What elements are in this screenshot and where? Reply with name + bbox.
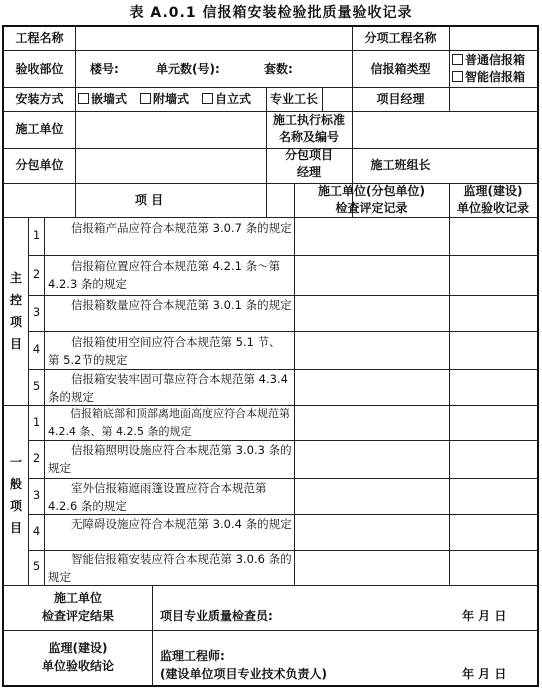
- inspector-date: 年 月 日: [462, 609, 507, 623]
- general-item-text: 室外信报箱遮雨篷设置应符合本规范第 4.2.6 条的规定: [48, 481, 267, 513]
- mailbox-type-label: 信报箱类型: [370, 62, 431, 76]
- foreman-label: 专业工长: [269, 92, 318, 106]
- install-option-standing[interactable]: [202, 92, 251, 107]
- general-item-text: 信报箱底部和顶部离地面高度应符合本规范第 4.2.4 条、第 4.2.5 条的规定: [48, 407, 290, 438]
- contractor-check-header-1: 施工单位(分包单位): [318, 184, 425, 198]
- item-number: 3: [32, 305, 41, 319]
- install-label: 安装方式: [15, 92, 64, 106]
- standard-label-2: 名称及编号: [278, 130, 339, 144]
- install-option-embedded[interactable]: [78, 92, 127, 107]
- team-leader-label: 施工班组长: [370, 158, 431, 172]
- engineer-date: 年 月 日: [462, 667, 507, 681]
- engineer-signature-label: 监理工程师:: [160, 649, 225, 663]
- supervisor-check-header-1: 监理(建设): [463, 184, 523, 198]
- install-option-wall-label: 附墙式: [153, 92, 190, 106]
- main-group-label: 主控项目: [9, 271, 22, 351]
- check-part-label: 验收部位: [15, 62, 64, 76]
- main-item-text: 信报箱安装牢固可靠应符合本规范第 4.3.4 条的规定: [48, 372, 288, 404]
- pm-label: 项目经理: [376, 92, 425, 106]
- item-number: 1: [32, 228, 41, 242]
- project-name-label: 工程名称: [15, 31, 64, 45]
- install-option-standing-label: 自立式: [215, 92, 252, 106]
- sets-label: 套数:: [264, 62, 293, 76]
- page-title: 表 A.0.1 信报箱安装检验批质量验收记录: [129, 5, 413, 21]
- type-option-smart[interactable]: [452, 70, 525, 85]
- contractor-label: 施工单位: [15, 122, 64, 136]
- checkbox-icon[interactable]: [140, 93, 151, 104]
- item-number: 4: [32, 342, 41, 356]
- item-number: 5: [32, 559, 41, 573]
- sub-project-label: 分项工程名称: [364, 31, 437, 45]
- main-item-text: 信报箱数量应符合本规范第 3.0.1 条的规定: [71, 298, 292, 312]
- inspector-signature-label: 项目专业质量检查员:: [160, 609, 273, 623]
- supervisor-result-label-1: 监理(建设): [48, 641, 108, 655]
- item-number: 4: [32, 524, 41, 538]
- contractor-result-label-1: 施工单位: [53, 591, 102, 605]
- general-item-text: 无障碍设施应符合本规范第 3.0.4 条的规定: [71, 517, 292, 531]
- item-number: 2: [32, 267, 41, 281]
- checkbox-icon[interactable]: [78, 93, 89, 104]
- main-item-text: 信报箱产品应符合本规范第 3.0.7 条的规定: [71, 221, 292, 235]
- inspection-form: [2, 25, 539, 687]
- sub-pm-label-2: 经理: [296, 165, 321, 179]
- type-option-normal[interactable]: [452, 53, 525, 68]
- owner-tech-label: (建设单位项目专业技术负责人): [160, 667, 327, 681]
- item-number: 5: [32, 379, 41, 393]
- item-number: 1: [32, 415, 41, 429]
- supervisor-check-header-2: 单位验收记录: [456, 201, 529, 215]
- type-option-smart-label: 智能信报箱: [465, 70, 526, 84]
- standard-label-1: 施工执行标准: [272, 113, 345, 127]
- item-column-header: 项 目: [134, 193, 164, 207]
- item-number: 3: [32, 488, 41, 502]
- unit-label: 单元数(号):: [156, 62, 220, 76]
- install-option-wall[interactable]: [140, 92, 189, 107]
- general-item-text: 信报箱照明设施应符合本规范第 3.0.3 条的规定: [48, 443, 292, 475]
- supervisor-result-label-2: 单位验收结论: [41, 659, 114, 673]
- install-option-embedded-label: 嵌墙式: [91, 92, 128, 106]
- checkbox-icon[interactable]: [452, 54, 463, 65]
- general-group-label: 一般项目: [9, 455, 22, 535]
- checkbox-icon[interactable]: [202, 93, 213, 104]
- general-item-text: 智能信报箱安装应符合本规范第 3.0.6 条的规定: [48, 552, 292, 584]
- building-label: 楼号:: [90, 62, 119, 76]
- contractor-result-label-2: 检查评定结果: [41, 609, 114, 623]
- sub-contractor-label: 分包单位: [15, 158, 64, 172]
- checkbox-icon[interactable]: [452, 71, 463, 82]
- sub-pm-label-1: 分包项目: [284, 148, 333, 162]
- main-item-text: 信报箱使用空间应符合本规范第 5.1 节、第 5.2节的规定: [48, 335, 281, 367]
- contractor-check-header-2: 检查评定记录: [335, 201, 408, 215]
- item-number: 2: [32, 451, 41, 465]
- type-option-normal-label: 普通信报箱: [465, 53, 526, 67]
- main-item-text: 信报箱位置应符合本规范第 4.2.1 条～第 4.2.3 条的规定: [48, 259, 281, 291]
